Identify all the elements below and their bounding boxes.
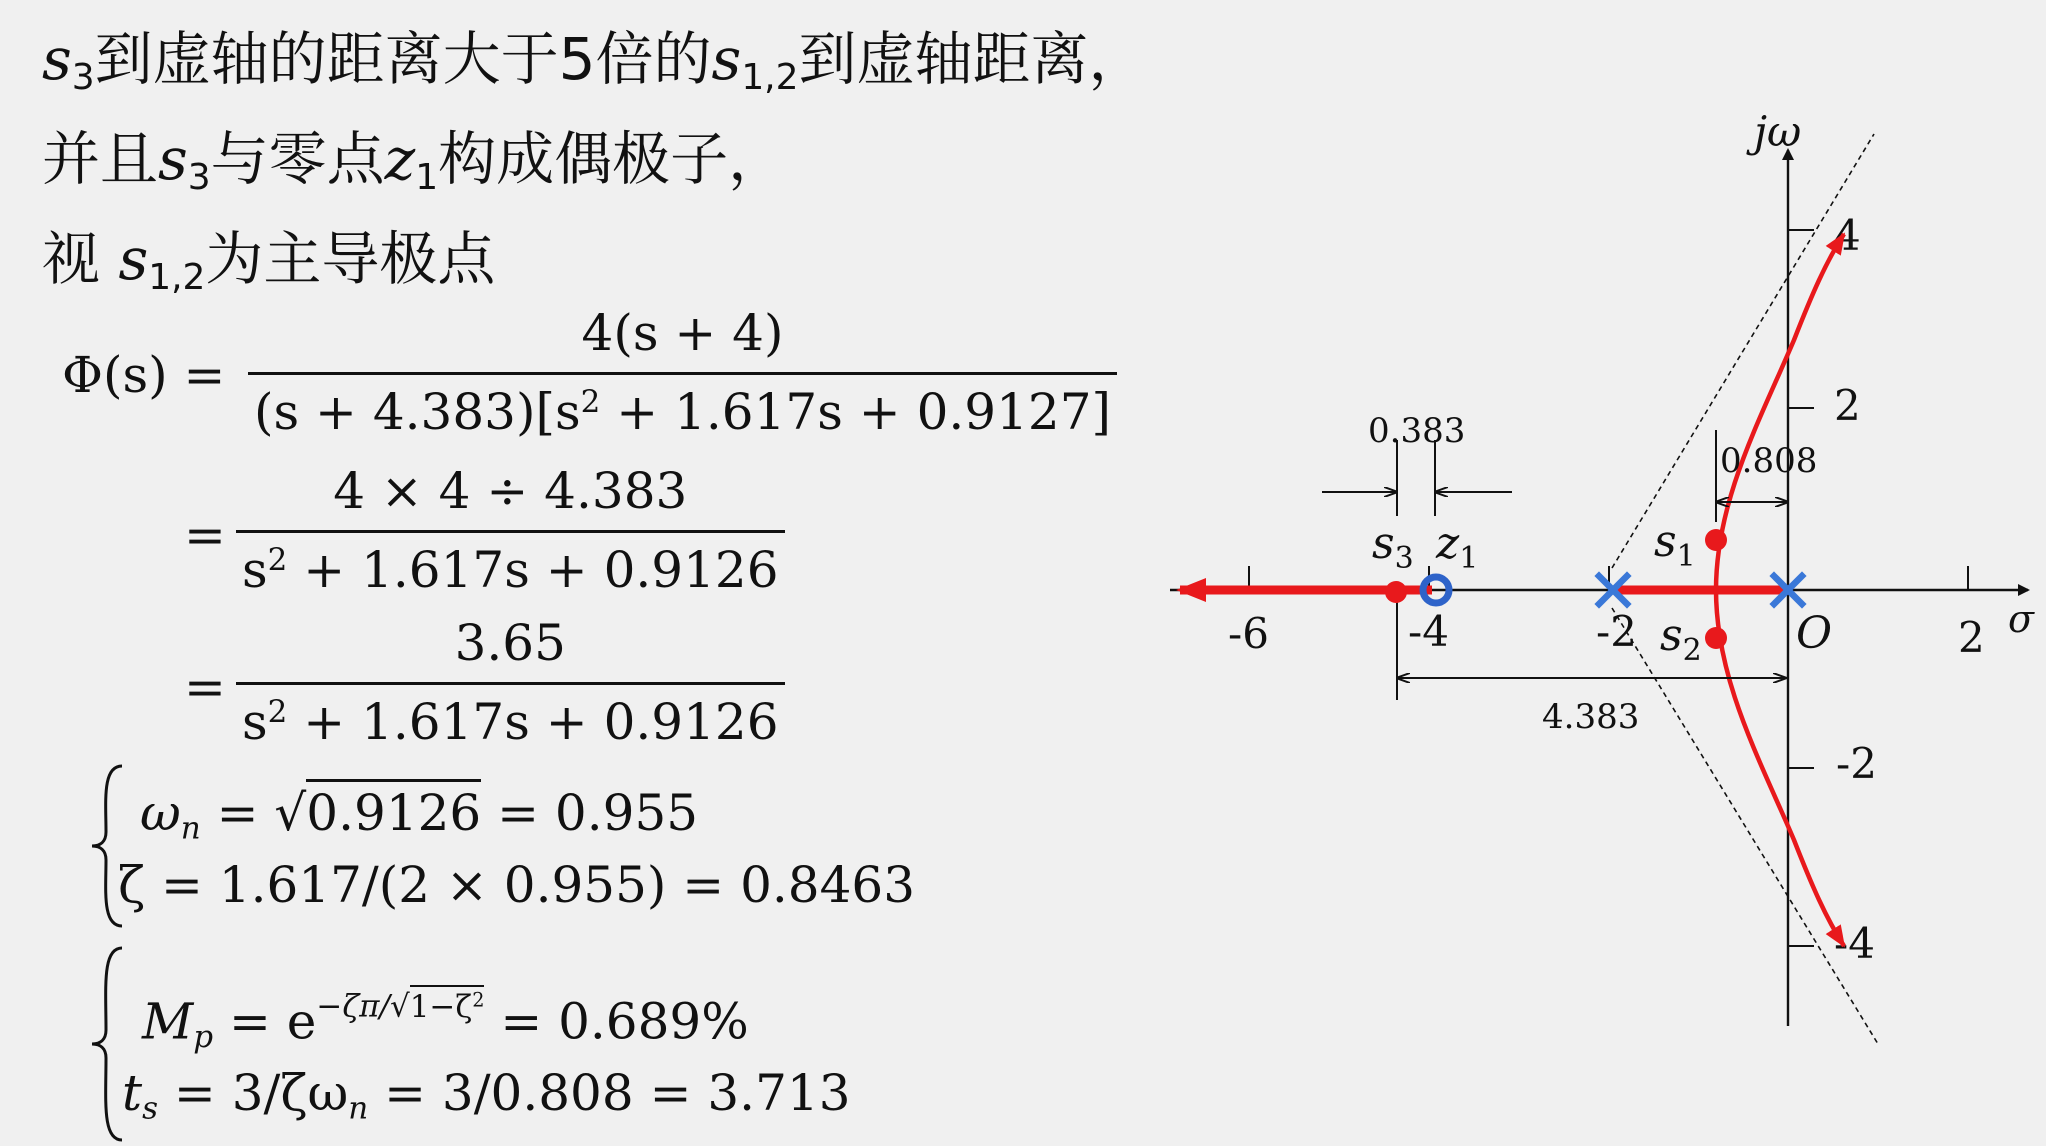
fraction-1-denominator: $(s + 4.383)[s^2 + 1.617s + 0.9127]$ [254,383,1112,442]
y-tick-label: -2 [1836,739,1877,788]
fraction-bar [248,372,1117,375]
y-tick-label: 4 [1834,211,1861,260]
root-locus-diagram [1160,100,2040,1060]
x-tick-label: -6 [1228,609,1269,658]
dim-label-0383: 0.383 [1368,411,1466,451]
x-tick-label: -2 [1596,607,1637,656]
equals-sign: = [184,506,226,564]
fraction-2-denominator: $s^2 + 1.617s + 0.9126$ [242,541,779,600]
overshoot-equation: $M_p = e^{-\zeta\pi/√1-\zeta^2} = 0.689\%$ [142,990,749,1053]
z1-label: $z_1$ [1436,518,1479,576]
fraction-2-numerator: 4 × 4 ÷ 4.383 [333,462,688,520]
x-tick-label: -4 [1408,607,1449,656]
damping-line-lower [1612,608,1878,1044]
phi-lhs: Φ(s) = [62,346,226,404]
settling-time-equation: $t_s = 3/\zeta\omega_n = 3/0.808 = 3.713$ [122,1064,851,1127]
dim-label-4383: 4.383 [1542,697,1640,737]
y-tick-label: -4 [1834,919,1875,968]
fraction-1-numerator: 4(s + 4) [581,304,784,362]
s12-symbol: s [118,225,149,293]
locus-branch-upper [1716,234,1844,590]
jomega-label: jω [1754,107,1802,156]
y-tick-label: 2 [1834,381,1861,430]
origin-label: O [1796,608,1833,659]
z1-symbol: z [384,125,416,193]
statement-text: 到虚轴的距离大于5倍的 [94,25,712,93]
statement-line-1: $s_3$到虚轴的距离大于5倍的$s_{1,2}$到虚轴距离， [42,25,1147,99]
fraction-bar [236,530,785,533]
x-tick-label: 2 [1958,613,1985,662]
s1-label: $s_1$ [1654,516,1696,574]
fraction-3-denominator: $s^2 + 1.617s + 0.9126$ [242,693,779,752]
s12-symbol: s [711,25,742,93]
dim-label-0808: 0.808 [1720,441,1818,481]
closed-loop-pole-s1 [1705,529,1727,551]
s3-symbol: s [42,25,72,93]
closed-loop-pole-s3 [1385,581,1407,603]
s3-label: $s_3$ [1372,518,1414,576]
s3-symbol: s [158,125,188,193]
fraction-1 [248,304,1117,442]
statement-line-2: 并且$s_3$与零点$z_1$构成偶极子， [42,125,787,199]
omega-n-equation: $\omega_n = √0.9126 = 0.955$ [140,788,698,845]
equals-sign: = [184,658,226,716]
statement-text: 到虚轴距离， [798,25,1147,93]
fraction-2 [236,462,785,600]
closed-loop-pole-s2 [1705,627,1727,649]
fraction-3-numerator: 3.65 [454,614,566,672]
fraction-bar [236,682,785,685]
zeta-equation: ζ = 1.617/(2 × 0.955) = 0.8463 [118,856,916,914]
fraction-3 [236,614,785,752]
sigma-label: σ [2008,597,2034,641]
s2-label: $s_2$ [1660,610,1702,668]
statement-line-3: 视 $s_{1,2}$为主导极点 [42,225,496,299]
